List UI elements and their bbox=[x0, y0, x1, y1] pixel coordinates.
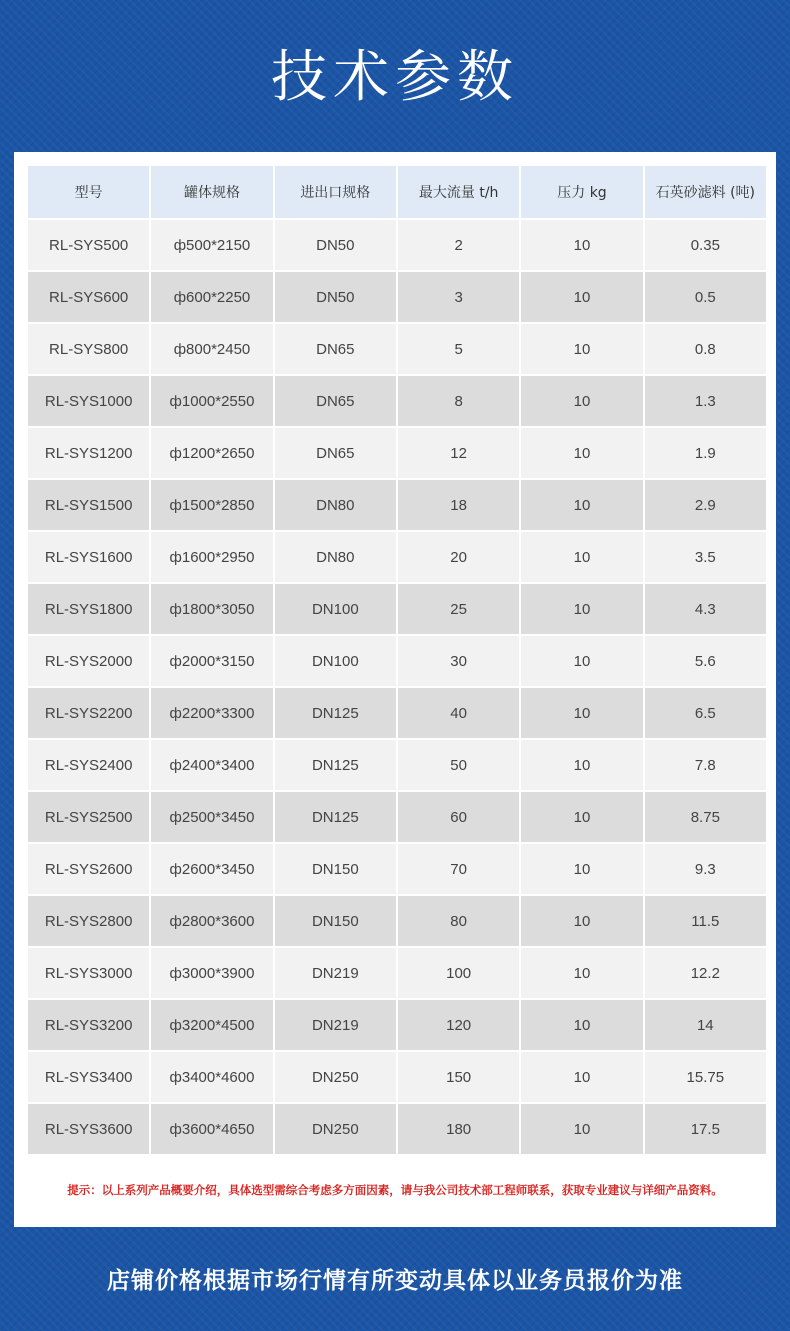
table-cell: ф1800*3050 bbox=[151, 584, 272, 634]
table-row bbox=[28, 532, 766, 582]
table-cell: 70 bbox=[398, 844, 519, 894]
table-cell: 2 bbox=[398, 220, 519, 270]
table-cell: ф500*2150 bbox=[151, 220, 272, 270]
table-cell: 10 bbox=[521, 480, 642, 530]
table-cell: DN50 bbox=[275, 272, 396, 322]
table-cell: DN65 bbox=[275, 376, 396, 426]
table-cell: 8.75 bbox=[645, 792, 766, 842]
table-cell: ф2600*3450 bbox=[151, 844, 272, 894]
table-row bbox=[28, 1052, 766, 1102]
column-header: 压力 kg bbox=[521, 166, 642, 218]
table-cell: 10 bbox=[521, 428, 642, 478]
table-cell: DN250 bbox=[275, 1104, 396, 1154]
table-cell: RL-SYS2600 bbox=[28, 844, 149, 894]
table-cell: RL-SYS2800 bbox=[28, 896, 149, 946]
table-cell: ф1500*2850 bbox=[151, 480, 272, 530]
table-cell: DN65 bbox=[275, 324, 396, 374]
table-cell: 12 bbox=[398, 428, 519, 478]
table-cell: RL-SYS1600 bbox=[28, 532, 149, 582]
table-cell: 10 bbox=[521, 584, 642, 634]
table-row bbox=[28, 428, 766, 478]
column-header: 进出口规格 bbox=[275, 166, 396, 218]
table-cell: 10 bbox=[521, 688, 642, 738]
table-cell: RL-SYS800 bbox=[28, 324, 149, 374]
table-cell: DN80 bbox=[275, 532, 396, 582]
page-title: 技术参数 bbox=[271, 45, 519, 110]
table-cell: 8 bbox=[398, 376, 519, 426]
table-cell: ф3400*4600 bbox=[151, 1052, 272, 1102]
table-cell: 1.3 bbox=[645, 376, 766, 426]
table-cell: 5 bbox=[398, 324, 519, 374]
table-cell: 1.9 bbox=[645, 428, 766, 478]
table-row bbox=[28, 844, 766, 894]
table-cell: 10 bbox=[521, 792, 642, 842]
table-cell: DN125 bbox=[275, 688, 396, 738]
table-cell: ф3600*4650 bbox=[151, 1104, 272, 1154]
table-cell: 10 bbox=[521, 740, 642, 790]
table-cell: 180 bbox=[398, 1104, 519, 1154]
table-cell: DN150 bbox=[275, 844, 396, 894]
table-cell: RL-SYS2000 bbox=[28, 636, 149, 686]
table-cell: 3.5 bbox=[645, 532, 766, 582]
table-cell: 10 bbox=[521, 532, 642, 582]
table-cell: 4.3 bbox=[645, 584, 766, 634]
table-cell: 6.5 bbox=[645, 688, 766, 738]
table-cell: DN219 bbox=[275, 1000, 396, 1050]
table-cell: DN250 bbox=[275, 1052, 396, 1102]
table-body bbox=[28, 220, 766, 1154]
table-cell: ф600*2250 bbox=[151, 272, 272, 322]
table-cell: RL-SYS3400 bbox=[28, 1052, 149, 1102]
column-header: 罐体规格 bbox=[151, 166, 272, 218]
table-cell: RL-SYS3600 bbox=[28, 1104, 149, 1154]
hint-note: 提示：以上系列产品概要介绍，具体选型需综合考虑多方面因素，请与我公司技术部工程师联系，获取专业建议与详细产品资料。 bbox=[67, 1183, 723, 1197]
table-cell: 10 bbox=[521, 636, 642, 686]
table-cell: RL-SYS1000 bbox=[28, 376, 149, 426]
table-cell: 10 bbox=[521, 844, 642, 894]
table-cell: 7.8 bbox=[645, 740, 766, 790]
table-cell: ф1200*2650 bbox=[151, 428, 272, 478]
table-cell: RL-SYS2500 bbox=[28, 792, 149, 842]
table-cell: DN219 bbox=[275, 948, 396, 998]
table-cell: ф2000*3150 bbox=[151, 636, 272, 686]
table-cell: 0.8 bbox=[645, 324, 766, 374]
table-cell: ф2400*3400 bbox=[151, 740, 272, 790]
table-cell: 11.5 bbox=[645, 896, 766, 946]
column-header: 最大流量 t/h bbox=[398, 166, 519, 218]
table-row bbox=[28, 792, 766, 842]
table-cell: ф3000*3900 bbox=[151, 948, 272, 998]
column-header: 石英砂滤料 (吨) bbox=[645, 166, 766, 218]
table-cell: 20 bbox=[398, 532, 519, 582]
table-cell: 12.2 bbox=[645, 948, 766, 998]
table-cell: 2.9 bbox=[645, 480, 766, 530]
price-disclaimer: 店铺价格根据市场行情有所变动具体以业务员报价为准 bbox=[107, 1268, 683, 1294]
table-cell: 9.3 bbox=[645, 844, 766, 894]
table-cell: 3 bbox=[398, 272, 519, 322]
table-cell: ф2500*3450 bbox=[151, 792, 272, 842]
table-cell: 120 bbox=[398, 1000, 519, 1050]
table-cell: 40 bbox=[398, 688, 519, 738]
table-cell: ф2800*3600 bbox=[151, 896, 272, 946]
table-cell: ф2200*3300 bbox=[151, 688, 272, 738]
table-cell: 10 bbox=[521, 948, 642, 998]
table-cell: 10 bbox=[521, 1000, 642, 1050]
table-cell: RL-SYS3000 bbox=[28, 948, 149, 998]
table-cell: 17.5 bbox=[645, 1104, 766, 1154]
table-cell: 15.75 bbox=[645, 1052, 766, 1102]
table-cell: 50 bbox=[398, 740, 519, 790]
table-cell: DN65 bbox=[275, 428, 396, 478]
table-row bbox=[28, 376, 766, 426]
table-row bbox=[28, 636, 766, 686]
table-cell: 10 bbox=[521, 376, 642, 426]
table-cell: 18 bbox=[398, 480, 519, 530]
table-cell: RL-SYS1800 bbox=[28, 584, 149, 634]
table-cell: RL-SYS2200 bbox=[28, 688, 149, 738]
table-cell: ф800*2450 bbox=[151, 324, 272, 374]
table-cell: RL-SYS1200 bbox=[28, 428, 149, 478]
table-row bbox=[28, 480, 766, 530]
table-cell: DN125 bbox=[275, 740, 396, 790]
table-cell: 80 bbox=[398, 896, 519, 946]
table-row bbox=[28, 324, 766, 374]
table-cell: 10 bbox=[521, 1052, 642, 1102]
table-cell: 10 bbox=[521, 1104, 642, 1154]
table-cell: DN100 bbox=[275, 636, 396, 686]
table-row bbox=[28, 1000, 766, 1050]
spec-table bbox=[26, 164, 768, 1156]
table-cell: 10 bbox=[521, 896, 642, 946]
table-row bbox=[28, 896, 766, 946]
table-header-row bbox=[28, 166, 766, 218]
table-cell: DN100 bbox=[275, 584, 396, 634]
table-cell: DN150 bbox=[275, 896, 396, 946]
table-cell: 10 bbox=[521, 272, 642, 322]
table-cell: ф3200*4500 bbox=[151, 1000, 272, 1050]
table-cell: 0.35 bbox=[645, 220, 766, 270]
table-cell: 60 bbox=[398, 792, 519, 842]
table-cell: ф1000*2550 bbox=[151, 376, 272, 426]
table-cell: DN125 bbox=[275, 792, 396, 842]
table-cell: 14 bbox=[645, 1000, 766, 1050]
table-cell: 30 bbox=[398, 636, 519, 686]
table-cell: 150 bbox=[398, 1052, 519, 1102]
table-cell: DN50 bbox=[275, 220, 396, 270]
table-cell: 10 bbox=[521, 220, 642, 270]
table-cell: 0.5 bbox=[645, 272, 766, 322]
table-row bbox=[28, 272, 766, 322]
table-row bbox=[28, 688, 766, 738]
table-cell: RL-SYS2400 bbox=[28, 740, 149, 790]
table-cell: ф1600*2950 bbox=[151, 532, 272, 582]
table-row bbox=[28, 948, 766, 998]
table-cell: RL-SYS1500 bbox=[28, 480, 149, 530]
table-row bbox=[28, 584, 766, 634]
table-cell: DN80 bbox=[275, 480, 396, 530]
column-header: 型号 bbox=[28, 166, 149, 218]
table-row bbox=[28, 740, 766, 790]
table-cell: RL-SYS600 bbox=[28, 272, 149, 322]
table-cell: RL-SYS3200 bbox=[28, 1000, 149, 1050]
table-row bbox=[28, 1104, 766, 1154]
table-cell: 5.6 bbox=[645, 636, 766, 686]
table-cell: 100 bbox=[398, 948, 519, 998]
table-cell: 10 bbox=[521, 324, 642, 374]
table-cell: 25 bbox=[398, 584, 519, 634]
table-row bbox=[28, 220, 766, 270]
table-cell: RL-SYS500 bbox=[28, 220, 149, 270]
spec-panel bbox=[14, 152, 776, 1227]
